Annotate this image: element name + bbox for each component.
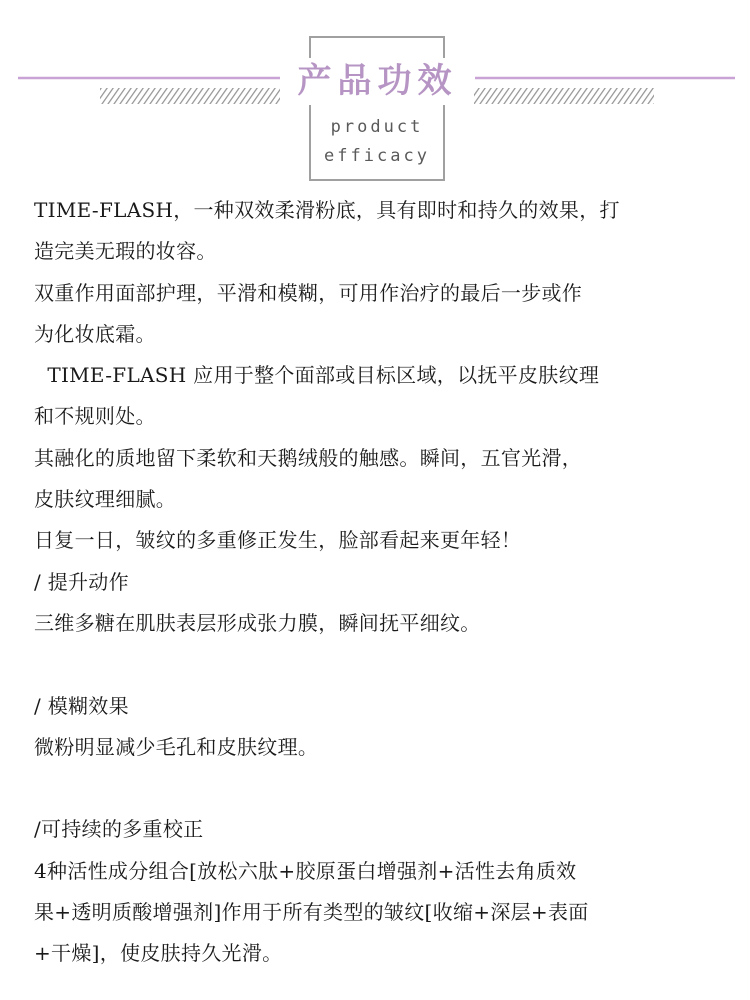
text-line: 果+透明质酸增强剂]作用于所有类型的皱纹[收缩+深层+表面 (34, 900, 589, 925)
section-header (0, 0, 750, 185)
text-line: 皮肤纹理细腻。 (34, 487, 177, 512)
text-line: 日复一日，皱纹的多重修正发生，脸部看起来更年轻！ (34, 528, 522, 553)
subheading-correction: /可持续的多重校正 (34, 817, 204, 842)
text-line: 4种活性成分组合[放松六肽+胶原蛋白增强剂+活性去角质效 (34, 858, 577, 883)
text-line: 双重作用面部护理，平滑和模糊，可用作治疗的最后一步或作 (34, 280, 583, 305)
left-hatch-band (100, 88, 280, 104)
text-line: 造完美无瑕的妆容。 (34, 239, 217, 264)
text-line: 微粉明显减少毛孔和皮肤纹理。 (34, 734, 319, 759)
right-hatch-band (474, 88, 654, 104)
blank-line (34, 768, 724, 809)
subheading-blur: / 模糊效果 (34, 693, 129, 718)
blank-line (34, 644, 724, 685)
text-line: 为化妆底霜。 (34, 321, 156, 346)
text-line: 和不规则处。 (34, 404, 156, 429)
section-subtitle-line-2: efficacy (324, 146, 430, 166)
efficacy-text (34, 190, 724, 975)
text-line: 其融化的质地留下柔软和天鹅绒般的触感。瞬间，五官光滑， (34, 445, 583, 470)
text-line: 三维多糖在肌肤表层形成张力膜，瞬间抚平细纹。 (34, 610, 481, 635)
subheading-lift: / 提升动作 (34, 569, 129, 594)
section-title: 产品功效 (285, 58, 470, 104)
text-line: TIME-FLASH 应用于整个面部或目标区域，以抚平皮肤纹理 (34, 363, 600, 388)
text-line: +干燥]，使皮肤持久光滑。 (34, 941, 283, 966)
text-line: TIME-FLASH，一种双效柔滑粉底，具有即时和持久的效果，打 (34, 198, 620, 222)
section-subtitle-line-1: product (330, 117, 424, 137)
